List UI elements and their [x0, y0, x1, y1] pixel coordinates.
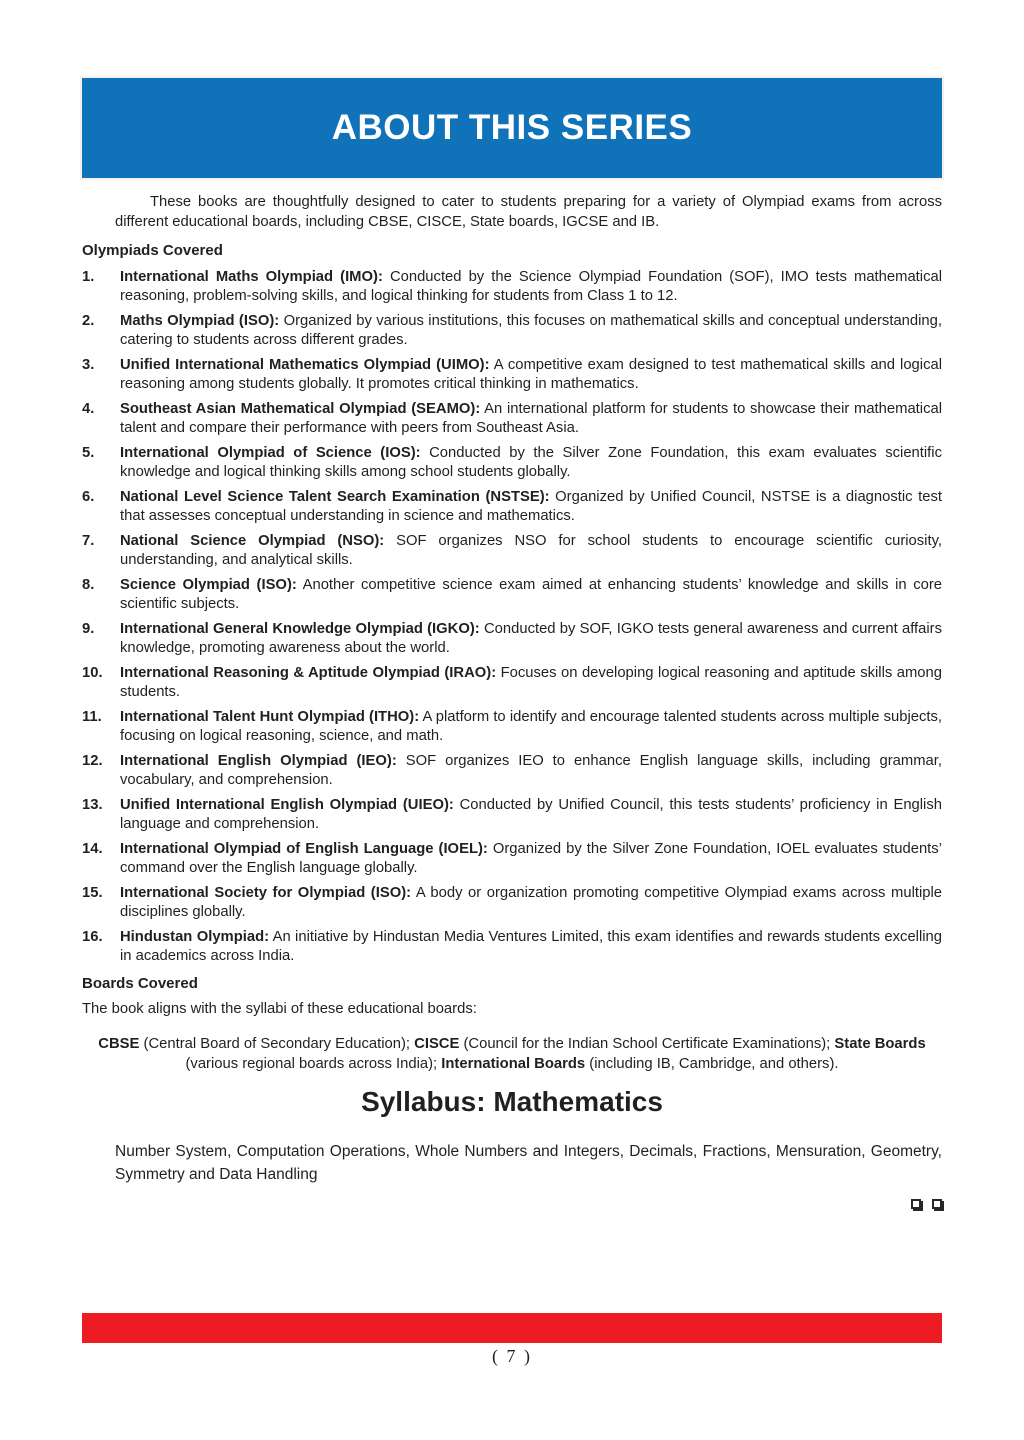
end-of-section-marker	[82, 1196, 942, 1212]
olympiad-item-title: Southeast Asian Mathematical Olympiad (SEAMO):	[120, 401, 481, 417]
olympiad-item-title: International Talent Hunt Olympiad (ITHO):	[120, 709, 420, 725]
olympiad-list-item	[82, 708, 942, 745]
olympiad-item-number: 7.	[82, 533, 95, 549]
olympiads-covered-heading: Olympiads Covered	[82, 242, 223, 259]
olympiad-list-item	[82, 752, 942, 789]
olympiad-item-description: An international platform for students to showcase their mathematical talent and compare their performance with peers from Southeast Asia.	[120, 401, 942, 436]
olympiad-item-number: 1.	[82, 269, 95, 285]
olympiad-item-description: A platform to identify and encourage talented students across multiple subjects, focusing on logical reasoning, science, and math.	[120, 709, 943, 744]
olympiad-item-number: 10.	[82, 665, 103, 681]
olympiad-list-item	[82, 884, 942, 921]
olympiad-list-item	[82, 400, 942, 437]
board-segment	[98, 1036, 414, 1052]
boards-covered-heading: Boards Covered	[82, 975, 198, 992]
board-name: International Boards	[441, 1056, 586, 1072]
olympiad-item-number: 4.	[82, 401, 95, 417]
olympiad-item-title: National Level Science Talent Search Examination (NSTSE):	[120, 489, 550, 505]
olympiad-item-description: Another competitive science exam aimed at enhancing students’ knowledge and skills in core scientific subjects.	[120, 577, 943, 612]
olympiad-item-number: 12.	[82, 753, 103, 769]
olympiad-item-description: Organized by Unified Council, NSTSE is a diagnostic test that assesses conceptual understanding in science and mathematics.	[120, 489, 942, 524]
board-detail: (various regional boards across India);	[185, 1056, 442, 1072]
olympiad-item-description: SOF organizes NSO for school students to encourage scientific curiosity, understanding, and analytical skills.	[120, 533, 942, 568]
syllabus-paragraph: Number System, Computation Operations, Whole Numbers and Integers, Decimals, Fractions, Mensuration, Geometry, Symmetry and Data Handling	[115, 1143, 942, 1183]
olympiad-item-description: An initiative by Hindustan Media Ventures Limited, this exam identifies and rewards students excelling in academics across India.	[120, 929, 942, 964]
olympiad-item-title: Unified International English Olympiad (UIEO):	[120, 797, 454, 813]
olympiad-item-description: Organized by the Silver Zone Foundation, IOEL evaluates students’ command over the English language globally.	[120, 841, 942, 876]
olympiad-list-item	[82, 576, 942, 613]
olympiad-item-number: 2.	[82, 313, 95, 329]
olympiad-list-item	[82, 928, 942, 965]
olympiad-item-number: 13.	[82, 797, 103, 813]
footer-red-bar	[82, 1313, 942, 1343]
boards-list-paragraph	[82, 1034, 942, 1074]
olympiad-list	[82, 268, 942, 965]
olympiad-item-title: International English Olympiad (IEO):	[120, 753, 397, 769]
olympiad-item-title: International General Knowledge Olympiad (IGKO):	[120, 621, 480, 637]
board-segment	[414, 1036, 834, 1052]
olympiad-item-number: 15.	[82, 885, 103, 901]
olympiad-item-title: Unified International Mathematics Olympiad (UIMO):	[120, 357, 490, 373]
board-detail: (including IB, Cambridge, and others).	[585, 1056, 839, 1072]
olympiad-item-number: 6.	[82, 489, 95, 505]
olympiad-item-description: Conducted by the Silver Zone Foundation, this exam evaluates scientific knowledge and logical thinking skills among school students globally.	[120, 445, 942, 480]
olympiad-item-description: Organized by various institutions, this focuses on mathematical skills and conceptual understanding, catering to students across different grades.	[120, 313, 942, 348]
olympiad-item-number: 16.	[82, 929, 103, 945]
olympiad-list-item	[82, 444, 942, 481]
olympiad-list-item	[82, 268, 942, 305]
olympiad-item-title: International Society for Olympiad (ISO):	[120, 885, 412, 901]
olympiad-item-description: Focuses on developing logical reasoning and aptitude skills among students.	[120, 665, 942, 700]
olympiad-item-number: 14.	[82, 841, 103, 857]
board-segment	[441, 1056, 838, 1072]
olympiad-list-item	[82, 532, 942, 569]
page-content	[0, 78, 1024, 1212]
olympiad-item-number: 3.	[82, 357, 95, 373]
boards-intro-line: The book aligns with the syllabi of these educational boards:	[82, 1001, 477, 1017]
olympiad-list-item	[82, 796, 942, 833]
board-name: State Boards	[834, 1036, 926, 1052]
shadowed-square-icon	[911, 1199, 921, 1209]
board-detail: (Council for the Indian School Certificate Examinations);	[459, 1036, 835, 1052]
section-banner	[82, 78, 942, 178]
page-number: ( 7 )	[492, 1346, 532, 1366]
olympiad-item-description: Conducted by the Science Olympiad Foundation (SOF), IMO tests mathematical reasoning, problem-solving skills, and logical thinking for students from Class 1 to 12.	[120, 269, 942, 304]
olympiad-item-title: Hindustan Olympiad:	[120, 929, 270, 945]
board-detail: (Central Board of Secondary Education);	[139, 1036, 415, 1052]
olympiad-list-item	[82, 620, 942, 657]
board-name: CISCE	[414, 1036, 460, 1052]
olympiad-item-title: National Science Olympiad (NSO):	[120, 533, 385, 549]
olympiad-item-description: A competitive exam designed to test mathematical skills and logical reasoning among students globally. It promotes critical thinking in mathematics.	[120, 357, 942, 392]
olympiad-list-item	[82, 356, 942, 393]
olympiad-item-number: 5.	[82, 445, 95, 461]
olympiad-item-title: International Olympiad of English Language (IOEL):	[120, 841, 488, 857]
olympiad-item-title: Science Olympiad (ISO):	[120, 577, 297, 593]
olympiad-list-item	[82, 840, 942, 877]
olympiad-list-item	[82, 488, 942, 525]
olympiad-list-item	[82, 312, 942, 349]
olympiad-item-number: 8.	[82, 577, 95, 593]
olympiad-item-title: Maths Olympiad (ISO):	[120, 313, 280, 329]
olympiad-item-title: International Reasoning & Aptitude Olympiad (IRAO):	[120, 665, 497, 681]
olympiad-item-number: 9.	[82, 621, 95, 637]
olympiad-list-item	[82, 664, 942, 701]
olympiad-item-description: Conducted by Unified Council, this tests students’ proficiency in English language and comprehension.	[120, 797, 942, 832]
olympiad-item-title: International Olympiad of Science (IOS):	[120, 445, 421, 461]
olympiad-item-description: Conducted by SOF, IGKO tests general awareness and current affairs knowledge, promoting awareness about the world.	[120, 621, 942, 656]
intro-paragraph: These books are thoughtfully designed to cater to students preparing for a variety of Olympiad exams from across different educational boards, including CBSE, CISCE, State boards, IGCSE and IB.	[115, 194, 942, 230]
syllabus-heading: Syllabus: Mathematics	[361, 1086, 663, 1117]
olympiad-item-number: 11.	[82, 709, 102, 725]
board-name: CBSE	[98, 1036, 140, 1052]
page-title: ABOUT THIS SERIES	[331, 108, 693, 147]
olympiad-item-description: SOF organizes IEO to enhance English language skills, including grammar, vocabulary, and comprehension.	[120, 753, 942, 788]
olympiad-item-description: A body or organization promoting competitive Olympiad exams across multiple disciplines globally.	[120, 885, 942, 920]
shadowed-square-icon	[932, 1199, 942, 1209]
olympiad-item-title: International Maths Olympiad (IMO):	[120, 269, 383, 285]
